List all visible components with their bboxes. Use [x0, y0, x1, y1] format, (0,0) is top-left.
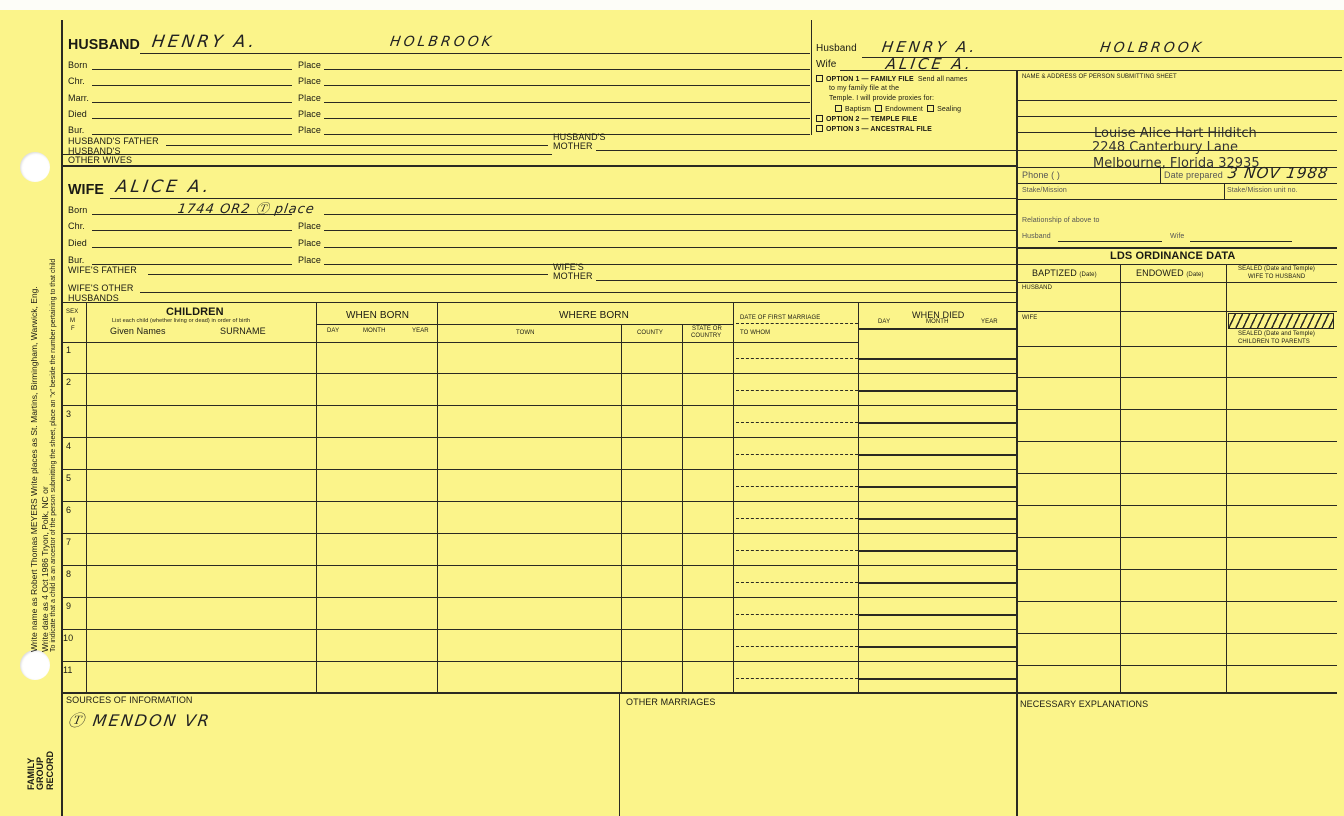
endowed-label: ENDOWED: [1136, 268, 1184, 278]
option-1-label[interactable]: [816, 75, 968, 83]
side-instruction-line: To indicate that a child is an ancestor of the person submitting the sheet, place an "x" beside the number pertaining to that child: [50, 258, 58, 652]
state-header-2: COUNTRY: [691, 333, 722, 339]
husband-mother-label-2: MOTHER: [553, 141, 593, 151]
option-1-line3: Temple. I will provide proxies for:: [829, 95, 935, 102]
husband-chr-place-label: Place: [298, 76, 322, 86]
phone-label: Phone ( ): [1022, 170, 1060, 180]
endowment-checkbox[interactable]: [875, 105, 882, 112]
endowment-label: Endowment: [885, 106, 923, 113]
died-month-header: MONTH: [926, 319, 949, 325]
husband-born-label: Born: [68, 60, 88, 70]
header-wife-label: Wife: [816, 59, 837, 70]
sealed-wife-label-1: SEALED (Date and Temple): [1238, 266, 1315, 272]
child-row-number: 1: [66, 345, 72, 355]
husband-mother-label-1: HUSBAND'S: [553, 132, 606, 142]
born-year-header: YEAR: [412, 328, 429, 334]
children-header: CHILDREN: [166, 306, 224, 318]
relationship-wife-label: Wife: [1170, 233, 1185, 240]
husband-chr-label: Chr.: [68, 76, 85, 86]
binder-hole-bottom: [20, 650, 50, 680]
child-row-number: 4: [66, 441, 72, 451]
child-row-number: 2: [66, 377, 72, 387]
header-husband-surname[interactable]: HOLBROOK: [1098, 40, 1206, 56]
submitter-name[interactable]: Louise Alice Hart Hilditch: [1094, 126, 1257, 141]
wife-bur-place-label: Place: [298, 255, 322, 265]
to-whom-header: TO WHOM: [740, 330, 771, 336]
husband-other-wives-label-1: HUSBAND'S: [68, 146, 121, 156]
form-title-word: RECORD: [44, 750, 55, 790]
ordinance-husband-row: HUSBAND: [1022, 285, 1053, 291]
wife-father-label: WIFE'S FATHER: [68, 265, 137, 275]
child-row-number: 10: [63, 633, 74, 643]
side-instruction-line: Write name as Robert Thomas MEYERS Write places as St. Martins, Birmingham, Warwick, Eng.: [29, 286, 39, 652]
when-died-header: WHEN DIED: [912, 310, 965, 320]
born-day-header: DAY: [327, 328, 340, 334]
wife-died-label: Died: [68, 238, 87, 248]
husband-given-names[interactable]: HENRY A.: [150, 32, 259, 52]
where-born-header: WHERE BORN: [559, 310, 629, 321]
stake-unit-label: Stake/Mission unit no.: [1227, 187, 1298, 194]
option-1-checkbox[interactable]: [816, 75, 823, 82]
wife-born-label: Born: [68, 205, 88, 215]
option-1-desc: Send all names: [917, 76, 968, 83]
when-born-header: WHEN BORN: [346, 310, 410, 321]
husband-other-wives-label-2: OTHER WIVES: [68, 155, 133, 165]
child-row-number: 3: [66, 409, 72, 419]
husband-born-place-label: Place: [298, 60, 322, 70]
option-1-title: OPTION 1 — FAMILY FILE: [826, 76, 914, 83]
husband-died-label: Died: [68, 109, 87, 119]
wife-given-names[interactable]: ALICE A.: [114, 177, 213, 197]
first-marriage-header: DATE OF FIRST MARRIAGE: [740, 315, 821, 321]
option-1-proxies: [835, 105, 961, 113]
option-3-checkbox[interactable]: [816, 125, 823, 132]
submitter-city[interactable]: Melbourne, Florida 32935: [1093, 156, 1260, 171]
county-header: COUNTY: [637, 330, 663, 336]
submitter-street[interactable]: 2248 Canterbury Lane: [1092, 140, 1239, 155]
wife-born-note[interactable]: 1744 OR2 Ⓣ place: [176, 202, 316, 217]
family-group-record-sheet: [0, 10, 1344, 816]
option-2-label[interactable]: [816, 115, 917, 123]
sex-m-label: M: [70, 318, 76, 324]
necessary-explanations-label: NECESSARY EXPLANATIONS: [1020, 699, 1149, 709]
sealing-checkbox[interactable]: [927, 105, 934, 112]
husband-bur-place-label: Place: [298, 125, 322, 135]
baptism-checkbox[interactable]: [835, 105, 842, 112]
children-note: List each child (whether living or dead) in order of birth: [112, 318, 251, 324]
sex-label: SEX: [66, 309, 79, 315]
header-husband-given[interactable]: HENRY A.: [880, 38, 979, 56]
side-instructions: [29, 172, 59, 652]
relationship-husband-label: Husband: [1022, 233, 1051, 240]
sealed-wife-hatched-box: [1228, 313, 1334, 329]
wife-other-husbands-label-2: HUSBANDS: [68, 293, 119, 303]
form-title-word: FAMILY: [26, 757, 36, 790]
sources-value[interactable]: Ⓣ MENDON VR: [66, 711, 213, 730]
sealed-children-label-1: SEALED (Date and Temple): [1238, 331, 1315, 337]
baptism-label: Baptism: [845, 106, 871, 113]
ordinance-wife-row: WIFE: [1022, 315, 1038, 321]
option-1-line2: to my family file at the: [829, 85, 900, 92]
sealed-children-label-2: CHILDREN TO PARENTS: [1238, 339, 1310, 345]
husband-father-label: HUSBAND'S FATHER: [68, 136, 159, 146]
endowed-date-label: (Date): [1186, 272, 1204, 278]
wife-mother-label-1: WIFE'S: [553, 262, 584, 272]
option-3-title: OPTION 3 — ANCESTRAL FILE: [826, 126, 932, 133]
child-row-number: 8: [66, 569, 72, 579]
husband-surname[interactable]: HOLBROOK: [388, 34, 496, 50]
header-husband-label: Husband: [816, 43, 857, 54]
husband-died-place-label: Place: [298, 109, 322, 119]
form-title-word: GROUP: [35, 756, 46, 790]
date-prepared-label: Date prepared: [1164, 170, 1223, 180]
husband-bur-label: Bur.: [68, 125, 85, 135]
option-3-label[interactable]: [816, 125, 932, 133]
date-prepared-value[interactable]: 3 NOV 1988: [1226, 164, 1330, 182]
husband-label: HUSBAND: [68, 36, 140, 53]
option-2-title: OPTION 2 — TEMPLE FILE: [826, 116, 918, 123]
state-header-1: STATE OR: [692, 326, 722, 332]
sources-label: SOURCES OF INFORMATION: [66, 695, 193, 705]
given-names-header: Given Names: [110, 326, 166, 336]
wife-mother-label-2: MOTHER: [553, 271, 593, 281]
sealed-wife-label-2: WIFE TO HUSBAND: [1248, 274, 1306, 280]
husband-marr-place-label: Place: [298, 93, 322, 103]
child-row-number: 6: [66, 505, 72, 515]
wife-chr-place-label: Place: [298, 221, 322, 231]
died-day-header: DAY: [878, 319, 891, 325]
option-2-checkbox[interactable]: [816, 115, 823, 122]
header-wife-given[interactable]: ALICE A.: [884, 55, 975, 73]
form-title-vertical: [27, 751, 55, 790]
child-row-number: 9: [66, 601, 72, 611]
baptized-header: [1032, 269, 1097, 278]
sealing-label: Sealing: [937, 106, 962, 113]
husband-marr-label: Marr.: [68, 93, 90, 103]
relationship-label: Relationship of above to: [1022, 217, 1100, 224]
town-header: TOWN: [516, 330, 535, 336]
wife-bur-label: Bur.: [68, 255, 85, 265]
baptized-label: BAPTIZED: [1032, 268, 1077, 278]
wife-label: WIFE: [68, 181, 105, 198]
surname-header: SURNAME: [220, 326, 266, 336]
born-month-header: MONTH: [363, 328, 386, 334]
submitter-header: NAME & ADDRESS OF PERSON SUBMITTING SHEET: [1022, 74, 1177, 80]
wife-chr-label: Chr.: [68, 221, 85, 231]
baptized-date-label: (Date): [1079, 272, 1097, 278]
other-marriages-label: OTHER MARRIAGES: [626, 697, 716, 707]
endowed-header: [1136, 269, 1204, 278]
child-row-number: 5: [66, 473, 72, 483]
side-instruction-line: Write date as 4 Oct 1986 Tryon, Polk, NC or: [39, 486, 50, 652]
child-row-number: 7: [66, 537, 72, 547]
wife-died-place-label: Place: [298, 238, 322, 248]
sex-f-label: F: [71, 326, 75, 332]
stake-mission-label: Stake/Mission: [1022, 187, 1067, 194]
died-year-header: YEAR: [981, 319, 998, 325]
ordinance-title: LDS ORDINANCE DATA: [1110, 250, 1236, 262]
child-row-number: 11: [63, 665, 73, 675]
wife-other-husbands-label-1: WIFE'S OTHER: [68, 283, 134, 293]
